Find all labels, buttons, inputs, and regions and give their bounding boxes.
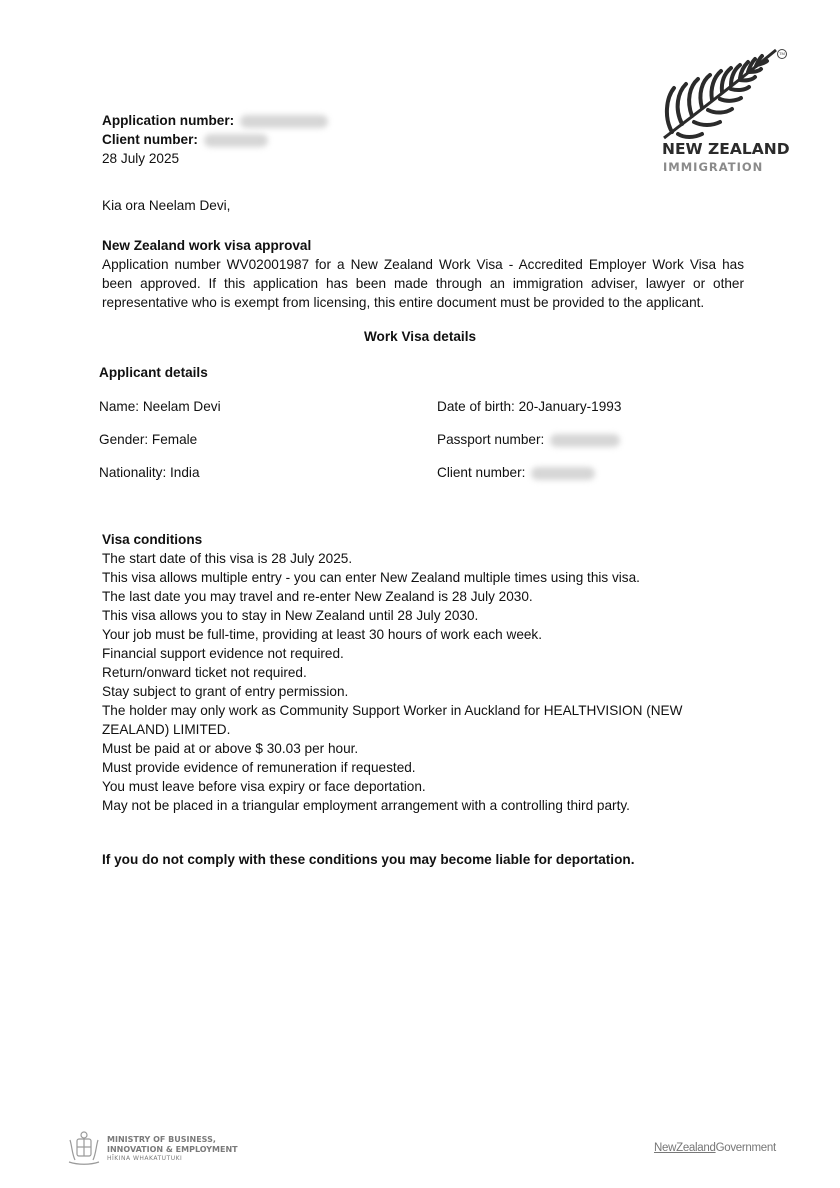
condition-item: You must leave before visa expiry or face deportation. — [102, 779, 426, 794]
deportation-warning: If you do not comply with these conditions you may become liable for deportation. — [102, 852, 635, 867]
applicant-client-number-row — [437, 465, 595, 480]
silver-fern-icon — [660, 48, 778, 140]
trademark-symbol: TM — [777, 49, 787, 59]
coat-of-arms-icon — [66, 1130, 102, 1166]
logo-agency-name: IMMIGRATION — [663, 160, 764, 174]
visa-conditions-heading: Visa conditions — [102, 532, 203, 547]
visa-conditions-section — [102, 530, 712, 815]
letter-header — [102, 111, 328, 168]
condition-item: Financial support evidence not required. — [102, 646, 344, 661]
condition-item: The last date you may travel and re-enter New Zealand is 28 July 2030. — [102, 589, 533, 604]
approval-title: New Zealand work visa approval — [102, 238, 312, 253]
client-number-label: Client number: — [102, 132, 198, 147]
application-number-row — [102, 111, 328, 130]
greeting: Kia ora Neelam Devi, — [102, 198, 231, 213]
redacted-client-number — [204, 134, 268, 147]
condition-item: May not be placed in a triangular employment arrangement with a controlling third party. — [102, 798, 630, 813]
condition-item: This visa allows multiple entry - you can enter New Zealand multiple times using this visa. — [102, 570, 640, 585]
application-number-label: Application number: — [102, 113, 235, 128]
mbie-footer-logo — [66, 1130, 266, 1166]
govt-nz-text: NewZealand — [654, 1142, 716, 1154]
logo-country-name: NEW ZEALAND — [662, 140, 790, 158]
applicant-details-heading: Applicant details — [99, 365, 208, 380]
ministry-line-2: INNOVATION & EMPLOYMENT — [107, 1144, 238, 1154]
nz-government-logo — [654, 1142, 776, 1154]
redacted-application-number — [240, 115, 328, 128]
work-visa-details-heading: Work Visa details — [363, 329, 477, 344]
govt-text: Government — [715, 1142, 776, 1154]
condition-item: Your job must be full-time, providing at least 30 hours of work each week. — [102, 627, 543, 642]
nz-immigration-logo — [660, 48, 790, 178]
approval-section — [102, 236, 744, 312]
condition-item: Must provide evidence of remuneration if requested. — [102, 760, 416, 775]
approval-body: Application number WV02001987 for a New Zealand Work Visa - Accredited Employer Work Visa has been approved. If this application has been made through an immigration adviser, lawyer or other representative who is exempt from licensing, this entire document must be provided to the applicant. — [102, 257, 744, 310]
redacted-applicant-client-number — [531, 467, 595, 480]
passport-number-row — [437, 432, 620, 447]
ministry-name — [107, 1135, 238, 1164]
applicant-gender: Gender: Female — [99, 432, 198, 447]
ministry-maori-name: HĪKINA WHAKATUTUKI — [107, 1155, 183, 1162]
condition-item: Stay subject to grant of entry permission. — [102, 684, 349, 699]
applicant-client-number-label: Client number: — [437, 465, 526, 480]
visa-conditions-list — [102, 549, 712, 815]
client-number-row — [102, 130, 328, 149]
applicant-nationality: Nationality: India — [99, 465, 200, 480]
condition-item: The holder may only work as Community Support Worker in Auckland for HEALTHVISION (NEW ZEALAND) LIMITED. — [102, 703, 683, 737]
ministry-line-1: MINISTRY OF BUSINESS, — [107, 1135, 216, 1144]
condition-item: The start date of this visa is 28 July 2025. — [102, 551, 353, 566]
condition-item: Return/onward ticket not required. — [102, 665, 307, 680]
redacted-passport-number — [550, 434, 620, 447]
letter-date: 28 July 2025 — [102, 151, 180, 166]
condition-item: Must be paid at or above $ 30.03 per hour. — [102, 741, 359, 756]
applicant-name: Name: Neelam Devi — [99, 399, 221, 414]
condition-item: This visa allows you to stay in New Zealand until 28 July 2030. — [102, 608, 479, 623]
applicant-dob: Date of birth: 20-January-1993 — [437, 399, 622, 414]
passport-number-label: Passport number: — [437, 432, 545, 447]
